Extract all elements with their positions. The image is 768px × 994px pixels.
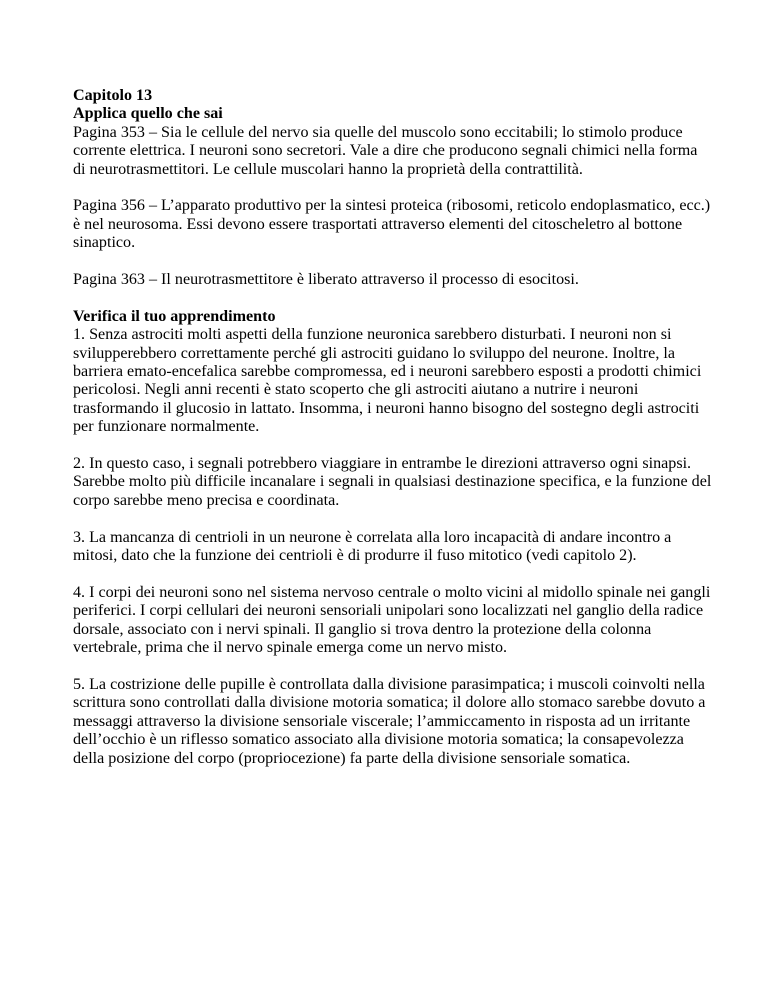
answer-4: 4. I corpi dei neuroni sono nel sistema nervoso centrale o molto vicini al midollo spinale nei gangli periferici. I corpi cellulari dei neuroni sensoriali unipolari sono localizzati nel ganglio della radice dorsale, associato con i nervi spinali. Il ganglio si trova dentro la protezione della colonna vertebrale, prima che il nervo spinale emerga come un nervo misto. [73, 583, 711, 657]
answer-1: 1. Senza astrociti molti aspetti della funzione neuronica sarebbero disturbati. I neuroni non si svilupperebbero correttamente perché gli astrociti guidano lo sviluppo del neurone. Inoltre, la barriera emato-encefalica sarebbe compromessa, ed i neuroni sarebbero esposti a prodotti chimici pericolosi. Negli anni recenti è stato scoperto che gli astrociti aiutano a nutrire i neuroni trasformando il glucosio in lattato. Insomma, i neuroni hanno bisogno del sostegno degli astrociti per funzionare normalmente. [73, 326, 702, 436]
chapter-title: Capitolo 13 [73, 87, 153, 104]
section-heading-applica: Applica quello che sai [73, 105, 223, 123]
paragraph-pagina-356: Pagina 356 – L’apparato produttivo per la sintesi proteica (ribosomi, reticolo endoplasmatico, ecc.) è nel neurosoma. Essi devono essere trasportati attraverso elementi del citoscheletro al bottone sinaptico. [73, 197, 711, 252]
answer-3: 3. La mancanza di centrioli in un neurone è correlata alla loro incapacità di andare incontro a mitosi, dato che la funzione dei centrioli è di produrre il fuso mitotico (vedi capitolo 2). [73, 528, 672, 565]
paragraph-pagina-353: Pagina 353 – Sia le cellule del nervo sia quelle del muscolo sono eccitabili; lo stimolo produce corrente elettrica. I neuroni sono secretori. Vale a dire che producono segnali chimici nella forma di neurotrasmettitori. Le cellule muscolari hanno la proprietà della contrattilità. [73, 123, 698, 178]
answer-2: 2. In questo caso, i segnali potrebbero viaggiare in entrambe le direzioni attraverso ogni sinapsi. Sarebbe molto più difficile incanalare i segnali in qualsiasi destinazione specifica, e la funzione del corpo sarebbe meno precisa e coordinata. [73, 455, 712, 509]
section-heading-verifica: Verifica il tuo apprendimento [73, 307, 276, 325]
answer-5: 5. La costrizione delle pupille è controllata dalla divisione parasimpatica; i muscoli coinvolti nella scrittura sono controllati dalla divisione motoria somatica; il dolore allo stomaco sarebbe dovuto a messaggi attraverso la divisione sensoriale viscerale; l’ammiccamento in risposta ad un irritante dell’occhio è un riflesso somatico associato alla divisione motoria somatica; la consapevolezza della posizione del corpo (propriocezione) fa parte della divisione sensoriale somatica. [73, 675, 706, 767]
paragraph-pagina-363: Pagina 363 – Il neurotrasmettitore è liberato attraverso il processo di esocitosi. [73, 271, 579, 289]
document-page [73, 87, 713, 768]
